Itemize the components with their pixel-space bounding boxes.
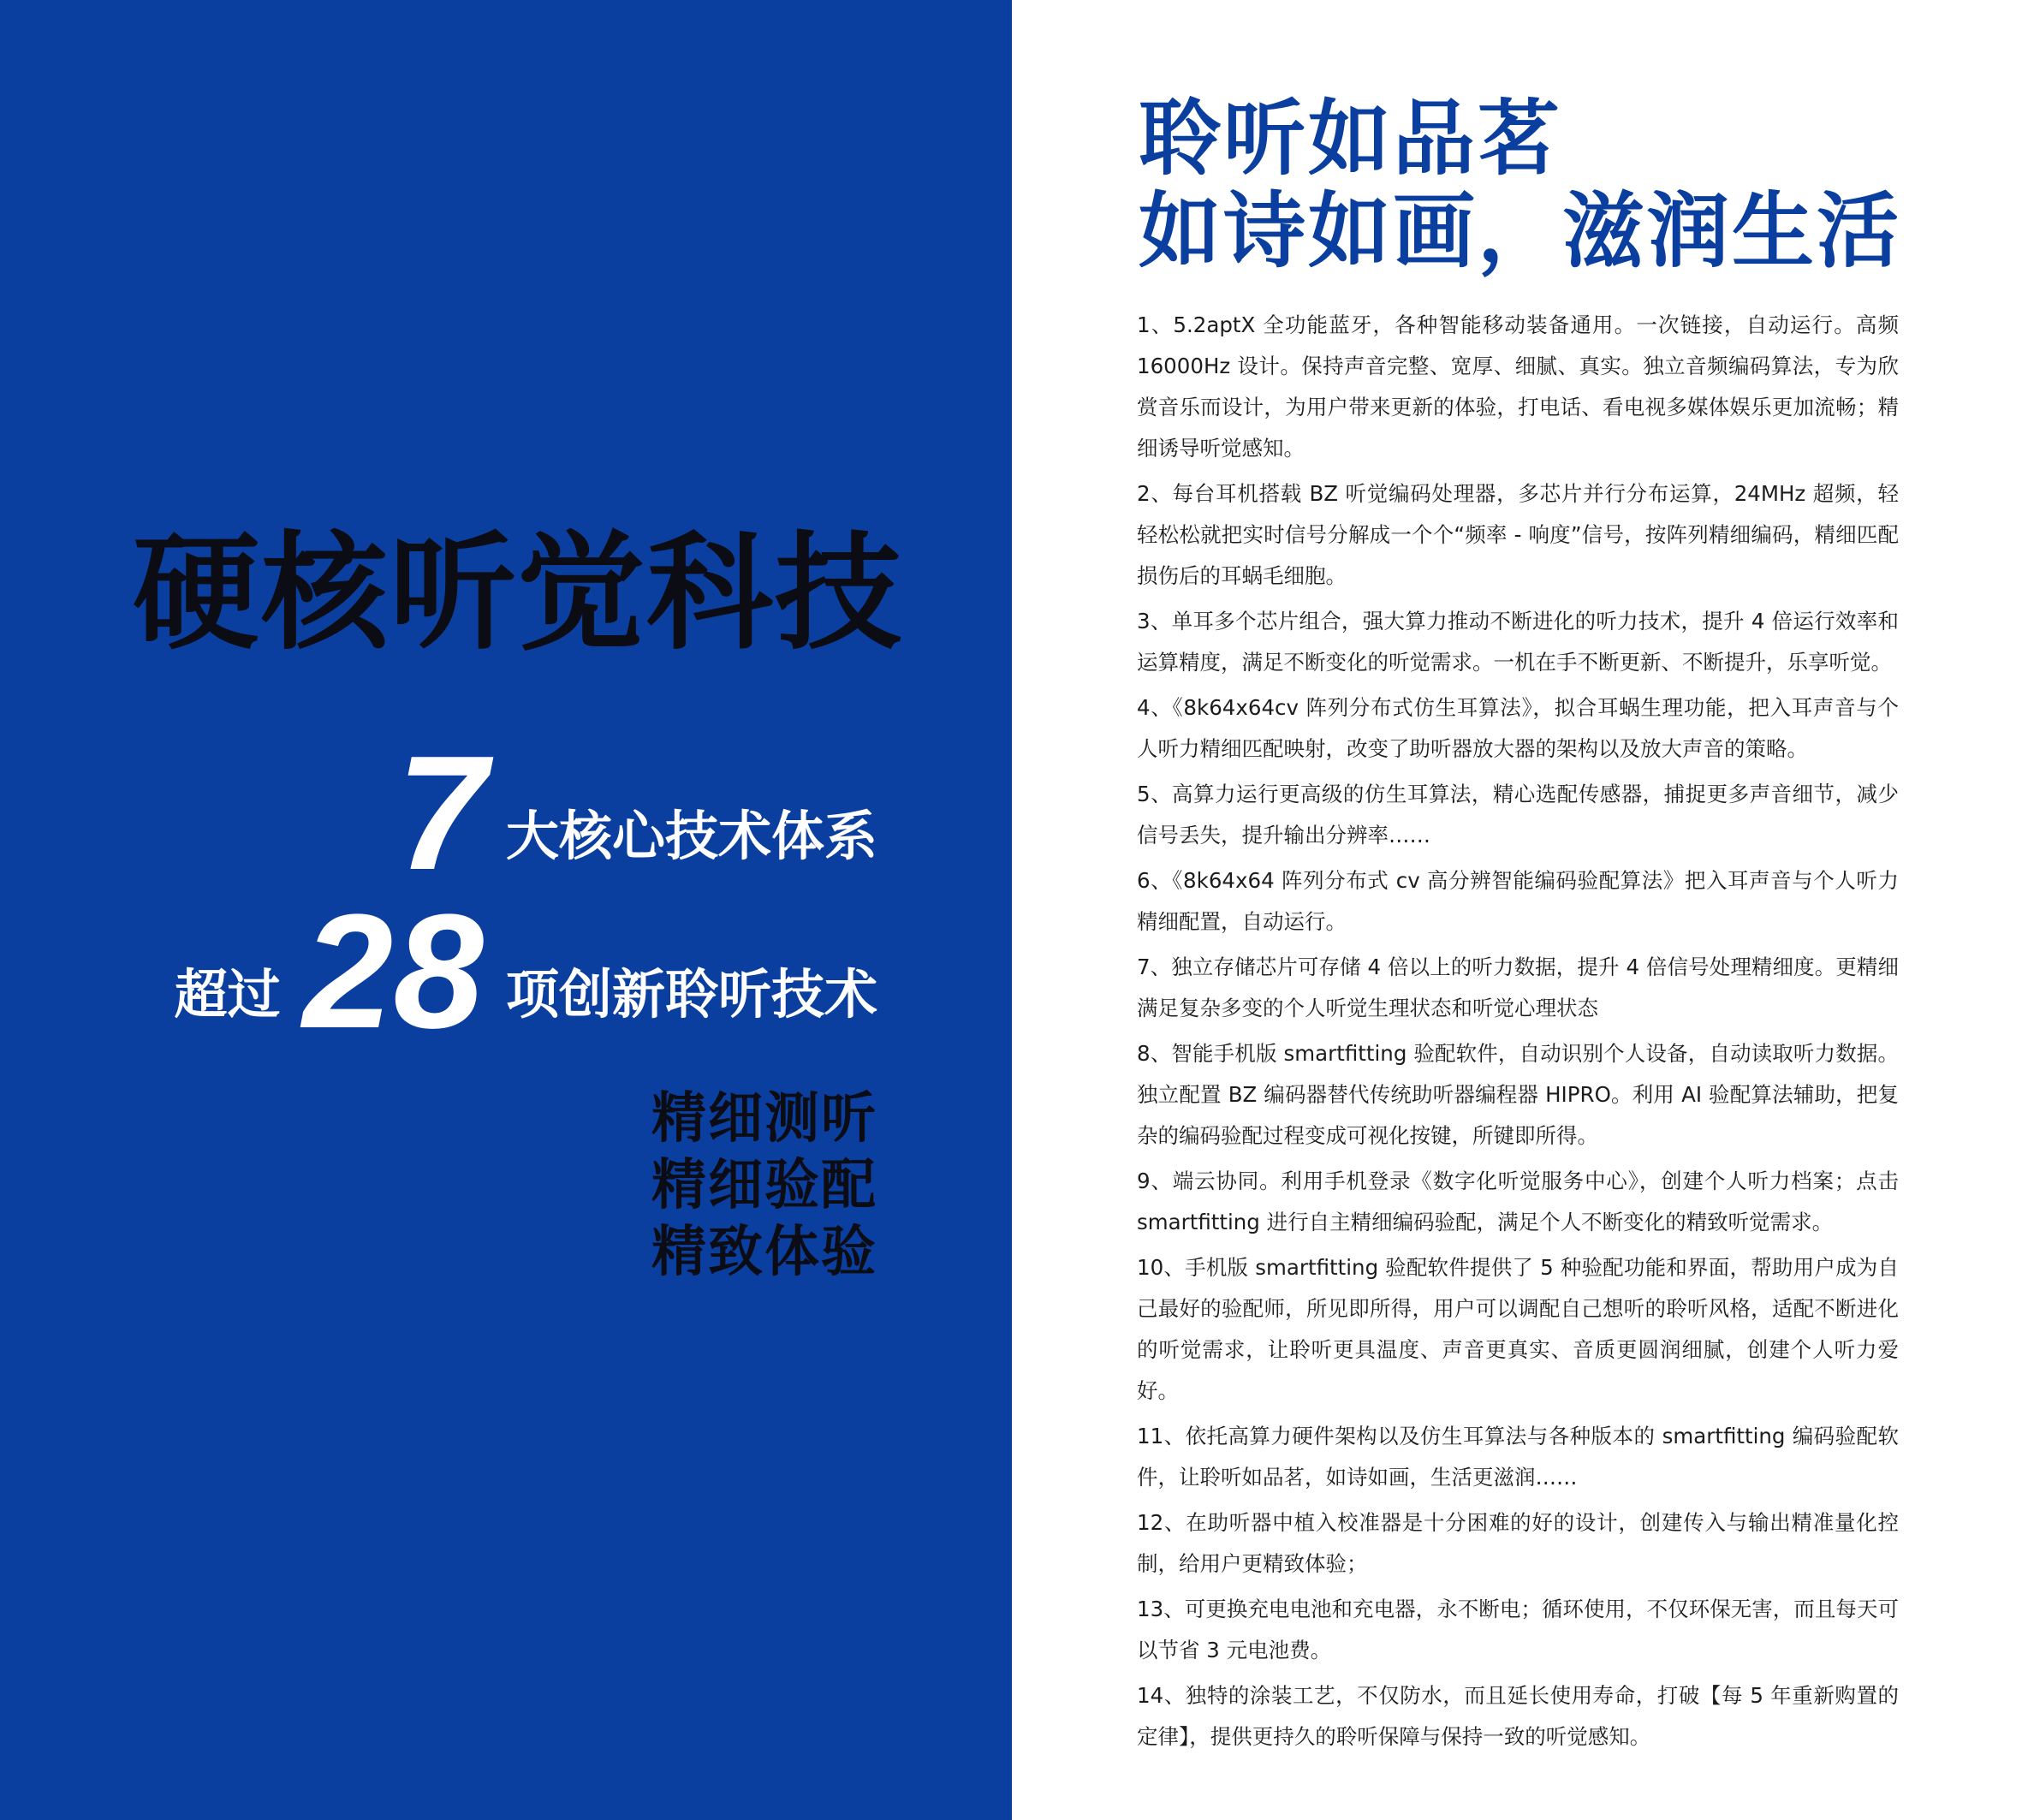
headline	[1139, 92, 1977, 277]
list-item: 2、每台耳机搭载 BZ 听觉编码处理器，多芯片并行分布运算，24MHz 超频，轻轻松松就把实时信号分解成一个个“频率 - 响度”信号，按阵列精细编码，精细匹配损伤后的耳蜗毛细胞。	[1137, 481, 1899, 588]
list-item: 10、手机版 smartfitting 验配软件提供了 5 种验配功能和界面，帮助用户成为自己最好的验配师，所见即所得，用户可以调配自己想听的聆听风格，适配不断进化的听觉需求，让聆听更具温度、声音更真实、音质更圆润细腻，创建个人听力爱好。	[1137, 1255, 1899, 1403]
list-item: 9、端云协同。利用手机登录《数字化听觉服务中心》，创建个人听力档案；点击 smartfitting 进行自主精细编码验配，满足个人不断变化的精致听觉需求。	[1137, 1169, 1899, 1234]
list-item: 7、独立存储芯片可存储 4 倍以上的听力数据，提升 4 倍信号处理精细度。更精细满足复杂多变的个人听觉生理状态和听觉心理状态	[1137, 955, 1899, 1020]
stat-innovations	[174, 881, 877, 1062]
list-item: 14、独特的涂装工艺，不仅防水，而且延长使用寿命，打破【每 5 年重新购置的定律】，提供更持久的聆听保障与保持一致的听觉感知。	[1137, 1683, 1899, 1749]
feature-item: 精致体验	[651, 1221, 877, 1284]
list-item: 8、智能手机版 smartfitting 验配软件，自动识别个人设备，自动读取听力数据。独立配置 BZ 编码器替代传统助听器编程器 HIPRO。利用 AI 验配算法辅助，把复杂的编码验配过程变成可视化按键，所键即所得。	[1137, 1041, 1899, 1148]
feature-description-list	[1137, 305, 1899, 1762]
stat-core-systems	[396, 723, 877, 904]
list-item: 6、《8k64x64 阵列分布式 cv 高分辨智能编码验配算法》把入耳声音与个人听力精细配置，自动运行。	[1137, 868, 1899, 934]
list-item: 13、可更换充电电池和充电器，永不断电；循环使用，不仅环保无害，而且每天可以节省 3 元电池费。	[1137, 1597, 1899, 1662]
feature-item: 精细测听	[651, 1087, 877, 1151]
stat-core-systems-number: 7	[396, 723, 487, 904]
list-item: 12、在助听器中植入校准器是十分困难的好的设计，创建传入与输出精准量化控制，给用户更精致体验；	[1137, 1510, 1899, 1576]
headline-line-1: 聆听如品茗	[1139, 91, 1562, 187]
list-item: 5、高算力运行更高级的仿生耳算法，精心选配传感器，捕捉更多声音细节，减少信号丢失，提升输出分辨率……	[1137, 782, 1899, 848]
list-item: 1、5.2aptX 全功能蓝牙，各种智能移动装备通用。一次链接，自动运行。高频 16000Hz 设计。保持声音完整、宽厚、细腻、真实。独立音频编码算法，专为欣赏音乐而设计，为用户带来更新的体验，打电话、看电视多媒体娱乐更加流畅；精细诱导听觉感知。	[1137, 312, 1899, 461]
stat-innovations-number: 28	[302, 881, 484, 1062]
stat-innovations-prefix: 超过	[174, 962, 281, 1026]
list-item: 3、单耳多个芯片组合，强大算力推动不断进化的听力技术，提升 4 倍运行效率和运算精度，满足不断变化的听觉需求。一机在手不断更新、不断提升，乐享听觉。	[1137, 609, 1899, 675]
feature-list	[651, 1085, 877, 1286]
right-text-panel	[1012, 0, 2022, 1820]
feature-item: 精细验配	[651, 1154, 877, 1217]
list-item: 11、依托高算力硬件架构以及仿生耳算法与各种版本的 smartfitting 编码验配软件，让聆听如品茗，如诗如画，生活更滋润……	[1137, 1424, 1899, 1490]
stat-innovations-label: 项创新聆听技术	[505, 962, 877, 1026]
stat-core-systems-label: 大核心技术体系	[505, 804, 877, 867]
headline-line-2: 如诗如画，滋润生活	[1139, 183, 1901, 279]
list-item: 4、《8k64x64cv 阵列分布式仿生耳算法》，拟合耳蜗生理功能，把入耳声音与个人听力精细匹配映射，改变了助听器放大器的架构以及放大声音的策略。	[1137, 695, 1899, 761]
main-title: 硬核听觉科技	[133, 520, 903, 667]
